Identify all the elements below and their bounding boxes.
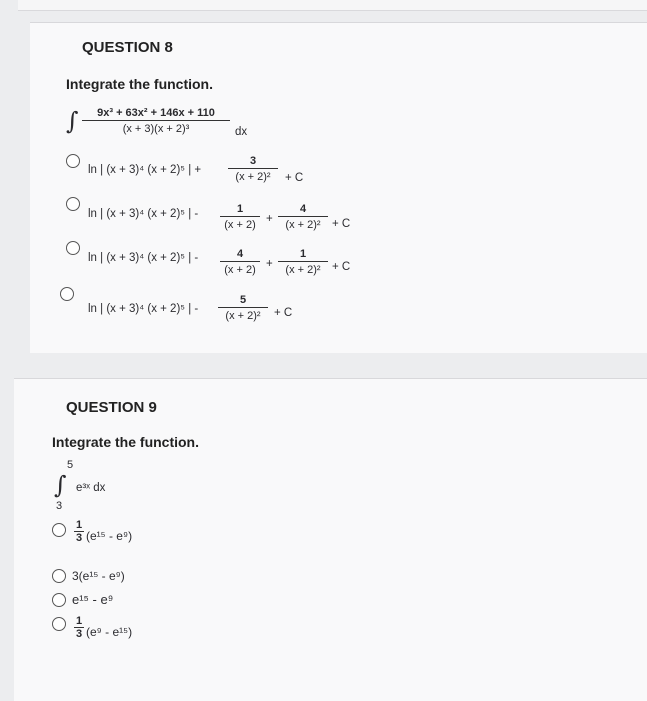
- q9-option-1-radio[interactable]: [52, 523, 66, 537]
- q8-option-3-fraction-2-num: 1: [299, 248, 307, 260]
- integrand-dx: dx: [235, 126, 248, 138]
- q9-option-4-radio[interactable]: [52, 617, 66, 631]
- q8-option-4-constant: + C: [274, 307, 293, 319]
- q9-option-4-coefficient: [74, 615, 84, 640]
- integrand-denominator: (x + 3)(x + 2)³: [82, 120, 230, 135]
- q8-option-2-constant: + C: [332, 218, 351, 230]
- q8-option-3-fraction-2-den: (x + 2)²: [278, 261, 328, 276]
- q8-option-1-log: ln | (x + 3)⁴ (x + 2)⁵ | +: [88, 164, 202, 176]
- q8-option-4-fraction-den: (x + 2)²: [218, 307, 268, 322]
- q8-option-3-fraction-1: [220, 248, 260, 276]
- q8-option-2-fraction-1-num: 1: [236, 203, 244, 215]
- q9-option-2-radio[interactable]: [52, 569, 66, 583]
- q8-option-3-constant: + C: [332, 261, 351, 273]
- previous-section-edge: [18, 0, 647, 11]
- q8-option-2-fraction-2: [278, 203, 328, 231]
- q9-option-3-radio[interactable]: [52, 593, 66, 607]
- q8-option-1-constant: + C: [285, 172, 304, 184]
- q8-option-2-radio[interactable]: [66, 197, 80, 211]
- q8-option-2-log: ln | (x + 3)⁴ (x + 2)⁵ | -: [88, 208, 199, 220]
- q8-option-4-radio[interactable]: [60, 287, 74, 301]
- q8-option-4-fraction-num: 5: [239, 294, 247, 306]
- q8-option-3-fraction-2: [278, 248, 328, 276]
- q8-option-2-fraction-1: [220, 203, 260, 231]
- integrand: e³ˣ dx: [76, 482, 106, 494]
- q8-option-3-operator: +: [266, 258, 273, 270]
- question-9-instruction: Integrate the function.: [52, 434, 199, 450]
- lower-limit: 3: [56, 500, 63, 512]
- q8-option-3-radio[interactable]: [66, 241, 80, 255]
- q8-option-2-fraction-2-den: (x + 2)²: [278, 216, 328, 231]
- q9-option-4-expression: (e⁹ - e¹⁵): [86, 625, 133, 639]
- q9-option-1-coefficient-num: 1: [75, 519, 83, 531]
- question-9-title: QUESTION 9: [66, 399, 157, 416]
- upper-limit: 5: [67, 459, 74, 471]
- integral-sign: ∫: [54, 471, 67, 499]
- question-8-title: QUESTION 8: [82, 39, 173, 56]
- integral-sign: ∫: [66, 107, 79, 135]
- q8-option-4-log: ln | (x + 3)⁴ (x + 2)⁵ | -: [88, 303, 199, 315]
- q8-option-1-fraction: [228, 155, 278, 183]
- q9-option-4-coefficient-den: 3: [75, 628, 83, 640]
- integrand-fraction: [82, 107, 230, 135]
- q9-option-1-coefficient-den: 3: [75, 532, 83, 544]
- q9-option-1-expression: (e¹⁵ - e⁹): [86, 529, 133, 543]
- q9-option-3-expression: e¹⁵ - e⁹: [72, 592, 114, 607]
- q8-option-1-radio[interactable]: [66, 154, 80, 168]
- question-8-instruction: Integrate the function.: [66, 76, 213, 92]
- q8-option-2-fraction-2-num: 4: [299, 203, 307, 215]
- q8-option-2-fraction-1-den: (x + 2): [220, 216, 260, 231]
- q8-option-3-log: ln | (x + 3)⁴ (x + 2)⁵ | -: [88, 252, 199, 264]
- question-8-card: [30, 22, 647, 353]
- q8-option-2-operator: +: [266, 213, 273, 225]
- q8-option-3-fraction-1-den: (x + 2): [220, 261, 260, 276]
- q8-option-1-fraction-num: 3: [249, 155, 257, 167]
- integrand-numerator: 9x³ + 63x² + 146x + 110: [97, 107, 215, 119]
- q9-option-2-expression: 3(e¹⁵ - e⁹): [72, 569, 125, 583]
- q9-option-1-coefficient: [74, 519, 84, 544]
- q9-option-4-coefficient-num: 1: [75, 615, 83, 627]
- q8-option-1-fraction-den: (x + 2)²: [228, 168, 278, 183]
- q8-option-4-fraction: [218, 294, 268, 322]
- q8-option-3-fraction-1-num: 4: [236, 248, 244, 260]
- question-9-card: [14, 378, 647, 701]
